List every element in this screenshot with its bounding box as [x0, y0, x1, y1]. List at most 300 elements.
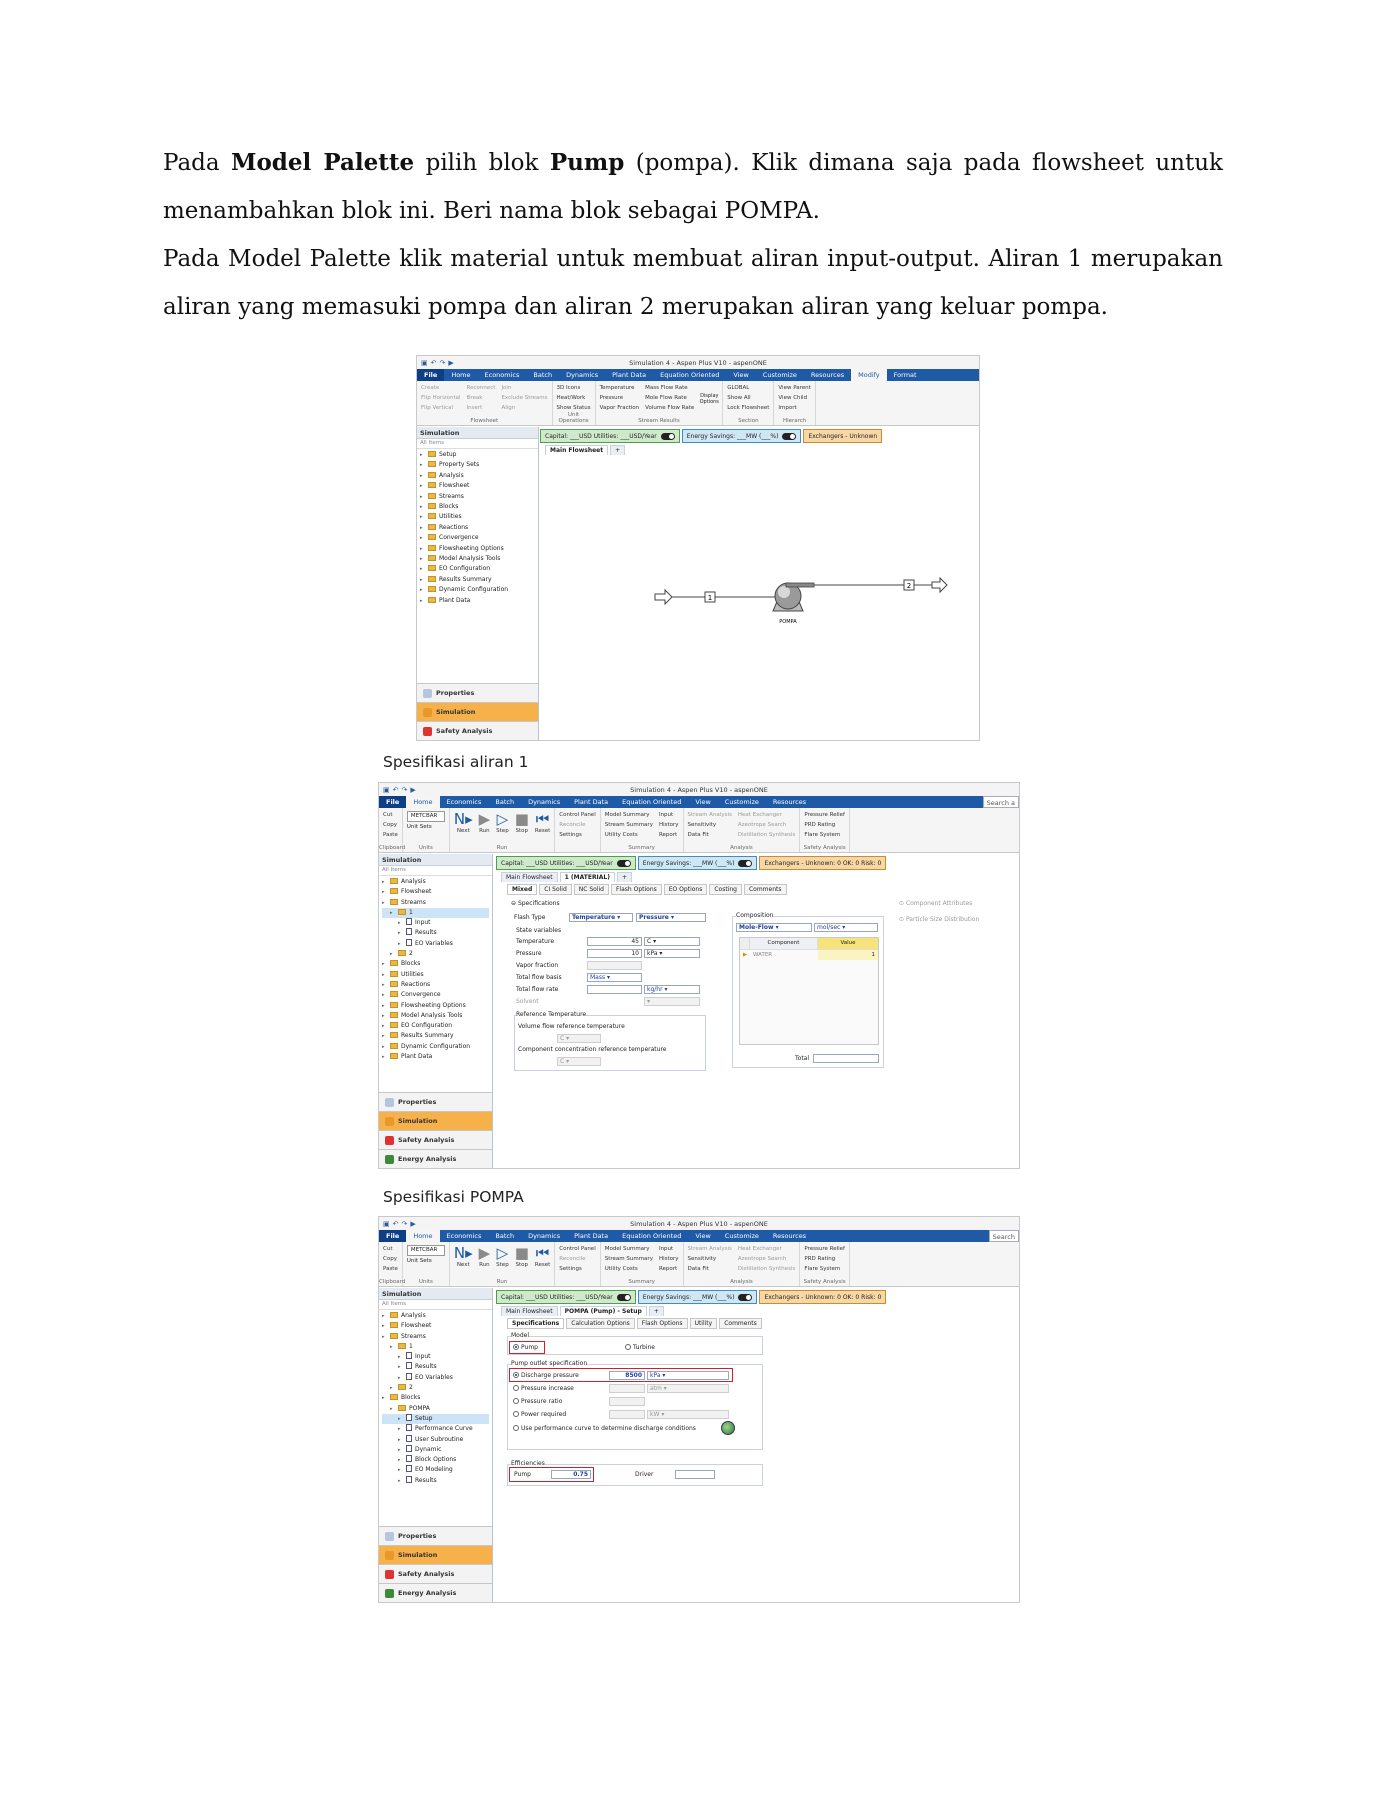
stop-button[interactable]	[515, 1244, 529, 1268]
driver-input[interactable]	[675, 1470, 715, 1479]
expand-icon[interactable]: ▸	[390, 1385, 393, 1392]
expand-icon[interactable]: ▸	[382, 1054, 385, 1061]
expand-icon[interactable]: ▸	[420, 462, 423, 469]
expand-icon[interactable]: ▸	[420, 556, 423, 563]
component-conc-ref-unit[interactable]: C ▾	[557, 1057, 601, 1066]
pressure-ratio-radio[interactable]: Pressure ratio	[513, 1398, 562, 1405]
expand-icon[interactable]: ▸	[420, 524, 423, 531]
power-required-input[interactable]	[609, 1410, 645, 1419]
tab-flash-options[interactable]: Flash Options	[637, 1318, 688, 1329]
tree-item-eo-variables[interactable]	[382, 939, 489, 949]
tree-item-input[interactable]	[382, 918, 489, 928]
add-tab-button[interactable]: +	[617, 872, 632, 882]
expand-icon[interactable]: ▸	[382, 1023, 385, 1030]
ribbon-item-flip-horizontal[interactable]: Flip Horizontal	[421, 395, 461, 401]
tab-calculation-options[interactable]: Calculation Options	[566, 1318, 635, 1329]
discharge-pressure-radio[interactable]: Discharge pressure	[513, 1372, 579, 1379]
utility-costs-button[interactable]: Utility Costs	[604, 832, 638, 838]
component-attributes-link[interactable]: ⊙ Component Attributes	[899, 900, 973, 907]
total-flow-rate-unit-select[interactable]: kg/hr ▾	[644, 985, 700, 994]
expand-icon[interactable]: ▸	[398, 1467, 401, 1474]
ribbon-item-volume-flow-rate[interactable]: Volume Flow Rate	[645, 405, 695, 411]
tab-modify[interactable]: Modify	[851, 369, 887, 381]
expand-icon[interactable]: ▸	[382, 879, 385, 885]
report-button[interactable]: Report	[658, 832, 678, 838]
expand-icon[interactable]: ▸	[382, 1033, 385, 1040]
copy-button[interactable]: Copy	[383, 1256, 397, 1262]
pressure-increase-unit[interactable]: atm ▾	[647, 1384, 729, 1393]
add-tab-button[interactable]: +	[649, 1306, 664, 1316]
tree-item-model-analysis-tools[interactable]	[382, 1011, 489, 1021]
total-flow-rate-input[interactable]	[587, 985, 642, 994]
run-icon[interactable]: ▶	[410, 785, 416, 794]
nav-search-input[interactable]: All Items	[379, 1300, 492, 1310]
tree-item-flowsheet[interactable]	[382, 887, 489, 897]
run-button[interactable]	[479, 810, 491, 834]
tab-nc-solid[interactable]: NC Solid	[574, 884, 609, 895]
save-icon[interactable]: ▣	[383, 785, 390, 794]
data-fit-button[interactable]: Data Fit	[687, 832, 709, 838]
prd-rating-button[interactable]: PRD Rating	[804, 822, 836, 828]
pane-safety-analysis[interactable]	[379, 1130, 492, 1149]
tree-item-blocks[interactable]	[382, 1393, 489, 1403]
expand-icon[interactable]: ▸	[398, 1446, 401, 1453]
expand-icon[interactable]: ▸	[382, 992, 385, 999]
units-select[interactable]: METCBAR	[407, 811, 445, 822]
tab-plant-data[interactable]: Plant Data	[612, 371, 647, 379]
tree-item-flowsheet[interactable]	[420, 481, 535, 491]
utility-costs-button[interactable]: Utility Costs	[604, 1266, 638, 1272]
globe-icon[interactable]	[721, 1421, 735, 1435]
pump-block-icon[interactable]	[773, 583, 814, 611]
pane-simulation[interactable]	[417, 702, 538, 721]
expand-icon[interactable]: ▸	[420, 597, 423, 604]
nav-search-input[interactable]: All Items	[379, 866, 492, 876]
pump-efficiency-input[interactable]: 0.75	[551, 1470, 591, 1479]
tab-economics[interactable]: Economics	[446, 1232, 482, 1240]
tree-item-plant-data[interactable]	[420, 596, 535, 606]
volume-flow-ref-unit[interactable]: C ▾	[557, 1034, 601, 1043]
pressure-ratio-input[interactable]	[609, 1397, 645, 1406]
stream-analysis-button[interactable]: Stream Analysis	[687, 812, 732, 818]
performance-curve-radio[interactable]: Use performance curve to determine discharge conditions	[513, 1425, 696, 1432]
pane-simulation[interactable]	[379, 1545, 492, 1564]
tab-customize[interactable]: Customize	[762, 371, 797, 379]
tab-main-flowsheet[interactable]: Main Flowsheet	[501, 1306, 558, 1316]
ribbon-item-exclude-streams[interactable]: Exclude Streams	[501, 395, 548, 401]
expand-icon[interactable]: ▸	[398, 1364, 401, 1371]
expand-icon[interactable]: ▸	[382, 1395, 385, 1402]
expand-icon[interactable]: ▸	[420, 452, 423, 458]
pressure-input[interactable]: 10	[587, 949, 642, 958]
step-button[interactable]	[496, 810, 509, 834]
expand-icon[interactable]: ▸	[420, 576, 423, 583]
cut-button[interactable]: Cut	[383, 812, 393, 818]
ribbon-item-insert[interactable]: Insert	[466, 405, 483, 411]
power-required-radio[interactable]: Power required	[513, 1411, 566, 1418]
control-panel-button[interactable]: Control Panel	[559, 812, 596, 818]
nav-search-input[interactable]: All Items	[417, 439, 538, 449]
tree-item-analysis[interactable]	[382, 877, 489, 887]
tree-item-streams[interactable]	[382, 898, 489, 908]
model-summary-button[interactable]: Model Summary	[604, 812, 650, 818]
vapor-fraction-input[interactable]	[587, 961, 642, 970]
next-button[interactable]	[454, 810, 473, 834]
flash-type-a-select[interactable]: Temperature ▾	[569, 913, 633, 922]
pane-properties[interactable]	[379, 1526, 492, 1545]
expand-icon[interactable]: ▸	[382, 1313, 385, 1319]
tab-equation-oriented[interactable]: Equation Oriented	[622, 1232, 682, 1240]
pressure-relief-button[interactable]: Pressure Relief	[804, 1246, 845, 1252]
tab-batch[interactable]: Batch	[533, 371, 553, 379]
particle-size-link[interactable]: ⊙ Particle Size Distribution	[899, 916, 980, 923]
tree-item-2[interactable]	[382, 949, 489, 959]
reset-button[interactable]	[535, 1244, 550, 1268]
pressure-increase-radio[interactable]: Pressure increase	[513, 1385, 574, 1392]
tab-view[interactable]: View	[695, 798, 711, 806]
ribbon-item-show-all[interactable]: Show All	[727, 395, 751, 401]
stream-analysis-button[interactable]: Stream Analysis	[687, 1246, 732, 1252]
undo-icon[interactable]: ↶	[392, 1219, 399, 1228]
tree-item-input[interactable]	[382, 1352, 489, 1362]
ribbon-item-align[interactable]: Align	[501, 405, 516, 411]
pressure-unit-select[interactable]: kPa ▾	[644, 949, 700, 958]
sensitivity-button[interactable]: Sensitivity	[687, 822, 717, 828]
unit-sets-button[interactable]: Unit Sets	[406, 824, 432, 830]
tab-dynamics[interactable]: Dynamics	[566, 371, 599, 379]
expand-icon[interactable]: ▸	[398, 1457, 401, 1464]
ribbon-item-lock-flowsheet[interactable]: Lock Flowsheet	[727, 405, 770, 411]
toggle-icon[interactable]	[661, 433, 675, 440]
value-cell[interactable]: 1	[818, 950, 878, 960]
tree-item-dynamic[interactable]	[382, 1445, 489, 1455]
pressure-increase-input[interactable]	[609, 1384, 645, 1393]
flare-system-button[interactable]: Flare System	[804, 832, 841, 838]
input-button[interactable]: Input	[658, 1246, 674, 1252]
ribbon-item-temperature[interactable]: Temperature	[599, 385, 635, 391]
expand-icon[interactable]: ▸	[420, 493, 423, 500]
discharge-unit-select[interactable]: kPa ▾	[647, 1371, 729, 1380]
run-icon[interactable]: ▶	[448, 358, 454, 367]
expand-icon[interactable]: ▸	[420, 514, 423, 521]
tab-home[interactable]: Home	[406, 1230, 439, 1242]
tree-item-analysis[interactable]	[420, 471, 535, 481]
tab-1-material[interactable]: 1 (MATERIAL)	[560, 872, 615, 882]
expand-icon[interactable]: ▸	[398, 1436, 401, 1443]
save-icon[interactable]: ▣	[421, 358, 428, 367]
expand-icon[interactable]: ▸	[420, 472, 423, 479]
tree-item-results[interactable]	[382, 1362, 489, 1372]
tab-customize[interactable]: Customize	[724, 798, 759, 806]
tab-dynamics[interactable]: Dynamics	[528, 798, 561, 806]
pane-energy-analysis[interactable]	[379, 1149, 492, 1168]
tree-item-pompa[interactable]	[382, 1404, 489, 1414]
control-panel-button[interactable]: Control Panel	[559, 1246, 596, 1252]
ribbon-item-view-child[interactable]: View Child	[778, 395, 808, 401]
expand-icon[interactable]: ▸	[420, 587, 423, 594]
expand-icon[interactable]: ▸	[398, 930, 401, 937]
energy-status[interactable]: Energy Savings: ___MW (___%)	[682, 429, 802, 443]
energy-status[interactable]: Energy Savings: ___MW (___%)	[638, 1290, 758, 1304]
tab-resources[interactable]: Resources	[772, 1232, 807, 1240]
reset-button[interactable]	[535, 810, 550, 834]
tree-item-utilities[interactable]	[382, 970, 489, 980]
expand-icon[interactable]: ▸	[390, 1343, 393, 1350]
expand-icon[interactable]: ▸	[382, 961, 385, 968]
ribbon-item-join[interactable]: Join	[501, 385, 512, 391]
tree-item-block-options[interactable]	[382, 1455, 489, 1465]
prd-rating-button[interactable]: PRD Rating	[804, 1256, 836, 1262]
ribbon-item-import[interactable]: Import	[778, 405, 797, 411]
units-select[interactable]: METCBAR	[407, 1245, 445, 1256]
tab-main-flowsheet[interactable]: Main Flowsheet	[501, 872, 558, 882]
run-button[interactable]	[479, 1244, 491, 1268]
tab-economics[interactable]: Economics	[484, 371, 520, 379]
expand-icon[interactable]: ▸	[382, 1002, 385, 1009]
paste-button[interactable]: Paste	[383, 1266, 398, 1272]
tree-item-reactions[interactable]	[382, 980, 489, 990]
undo-icon[interactable]: ↶	[430, 358, 437, 367]
flash-type-b-select[interactable]: Pressure ▾	[636, 913, 706, 922]
tab-ci-solid[interactable]: CI Solid	[539, 884, 572, 895]
redo-icon[interactable]: ↷	[439, 358, 446, 367]
data-fit-button[interactable]: Data Fit	[687, 1266, 709, 1272]
energy-status[interactable]: Energy Savings: ___MW (___%)	[638, 856, 758, 870]
report-button[interactable]: Report	[658, 1266, 678, 1272]
tab-dynamics[interactable]: Dynamics	[528, 1232, 561, 1240]
temperature-unit-select[interactable]: C ▾	[644, 937, 700, 946]
ribbon-item-reconnect[interactable]: Reconnect	[466, 385, 496, 391]
azeotrope-search-button[interactable]: Azeotrope Search	[737, 822, 787, 828]
settings-button[interactable]: Settings	[559, 1266, 582, 1272]
expand-icon[interactable]: ▸	[382, 1043, 385, 1050]
toggle-icon[interactable]	[617, 860, 631, 867]
search-input[interactable]: Search a	[983, 796, 1019, 808]
tree-item-results[interactable]	[382, 1476, 489, 1486]
tab-equation-oriented[interactable]: Equation Oriented	[660, 371, 720, 379]
expand-icon[interactable]: ▸	[420, 566, 423, 573]
next-button[interactable]	[454, 1244, 473, 1268]
ribbon-item-heat-work[interactable]: Heat/Work	[556, 395, 586, 401]
distillation-synthesis-button[interactable]: Distillation Synthesis	[737, 1266, 796, 1272]
tree-item-eo-variables[interactable]	[382, 1373, 489, 1383]
expand-icon[interactable]: ▸	[398, 1374, 401, 1381]
capital-status[interactable]: Capital: ___USD Utilities: ___USD/Year	[540, 429, 680, 443]
heat-exchanger-button[interactable]: Heat Exchanger	[737, 812, 782, 818]
settings-button[interactable]: Settings	[559, 832, 582, 838]
input-button[interactable]: Input	[658, 812, 674, 818]
sensitivity-button[interactable]: Sensitivity	[687, 1256, 717, 1262]
total-input[interactable]	[813, 1054, 879, 1063]
tree-item-dynamic-configuration[interactable]	[420, 585, 535, 595]
pressure-relief-button[interactable]: Pressure Relief	[804, 812, 845, 818]
expand-icon[interactable]: ▸	[398, 1415, 401, 1422]
tab-file[interactable]: File	[417, 369, 444, 381]
expand-icon[interactable]: ▸	[390, 909, 393, 916]
capital-status[interactable]: Capital: ___USD Utilities: ___USD/Year	[496, 1290, 636, 1304]
ribbon-item-show-status[interactable]: Show Status	[556, 405, 591, 411]
reconcile-button[interactable]: Reconcile	[559, 1256, 586, 1262]
ribbon-item-global[interactable]: GLOBAL	[727, 385, 750, 391]
tab-pompa-pump-setup[interactable]: POMPA (Pump) - Setup	[560, 1306, 647, 1316]
tab-comments[interactable]: Comments	[744, 884, 787, 895]
ribbon-item-create[interactable]: Create	[421, 385, 440, 391]
tab-utility[interactable]: Utility	[690, 1318, 718, 1329]
expand-icon[interactable]: ▸	[382, 981, 385, 988]
discharge-pressure-input[interactable]: 8500	[609, 1371, 645, 1380]
tree-item-results[interactable]	[382, 928, 489, 938]
heat-exchanger-button[interactable]: Heat Exchanger	[737, 1246, 782, 1252]
tree-item-performance-curve[interactable]	[382, 1424, 489, 1434]
save-icon[interactable]: ▣	[383, 1219, 390, 1228]
toggle-icon[interactable]	[617, 1294, 631, 1301]
tree-item-utilities[interactable]	[420, 512, 535, 522]
search-input[interactable]: Search	[989, 1230, 1019, 1242]
tree-item-convergence[interactable]	[420, 533, 535, 543]
toggle-icon[interactable]	[782, 433, 796, 440]
total-flow-basis-select[interactable]: Mass ▾	[587, 973, 642, 982]
tab-flash-options[interactable]: Flash Options	[611, 884, 662, 895]
tree-item-convergence[interactable]	[382, 990, 489, 1000]
tree-item-1[interactable]	[382, 1342, 489, 1352]
tree-item-results-summary[interactable]	[382, 1031, 489, 1041]
tab-file[interactable]: File	[379, 796, 406, 808]
pane-simulation[interactable]	[379, 1111, 492, 1130]
stream-summary-button[interactable]: Stream Summary	[604, 822, 653, 828]
add-tab-button[interactable]: +	[610, 445, 625, 455]
tree-item-plant-data[interactable]	[382, 1052, 489, 1062]
stop-button[interactable]	[515, 810, 529, 834]
history-button[interactable]: History	[658, 1256, 679, 1262]
pane-safety-analysis[interactable]	[379, 1564, 492, 1583]
ribbon-item-flip-vertical[interactable]: Flip Vertical	[421, 405, 454, 411]
expand-icon[interactable]: ▸	[420, 535, 423, 542]
table-row[interactable]: ▶ WATER 1	[740, 949, 878, 960]
tab-economics[interactable]: Economics	[446, 798, 482, 806]
tree-item-2[interactable]	[382, 1383, 489, 1393]
expand-icon[interactable]: ▸	[382, 1323, 385, 1330]
distillation-synthesis-button[interactable]: Distillation Synthesis	[737, 832, 796, 838]
tab-home[interactable]: Home	[451, 371, 471, 379]
tab-plant-data[interactable]: Plant Data	[574, 1232, 609, 1240]
tab-comments[interactable]: Comments	[719, 1318, 762, 1329]
tree-item-flowsheeting-options[interactable]	[420, 544, 535, 554]
azeotrope-search-button[interactable]: Azeotrope Search	[737, 1256, 787, 1262]
model-summary-button[interactable]: Model Summary	[604, 1246, 650, 1252]
copy-button[interactable]: Copy	[383, 822, 397, 828]
tree-item-setup[interactable]	[382, 1414, 489, 1424]
tab-costing[interactable]: Costing	[709, 884, 742, 895]
power-unit[interactable]: kW ▾	[647, 1410, 729, 1419]
display-options-button[interactable]: Display Options	[699, 393, 719, 405]
expand-icon[interactable]: ▸	[398, 1477, 401, 1484]
ribbon-item-pressure[interactable]: Pressure	[599, 395, 624, 401]
tree-item-reactions[interactable]	[420, 523, 535, 533]
tree-item-user-subroutine[interactable]	[382, 1435, 489, 1445]
tab-home[interactable]: Home	[406, 796, 439, 808]
unit-sets-button[interactable]: Unit Sets	[406, 1258, 432, 1264]
turbine-radio[interactable]: Turbine	[625, 1344, 655, 1351]
tree-item-streams[interactable]	[382, 1332, 489, 1342]
paste-button[interactable]: Paste	[383, 832, 398, 838]
expand-icon[interactable]: ▸	[390, 951, 393, 958]
tree-item-model-analysis-tools[interactable]	[420, 554, 535, 564]
toggle-icon[interactable]	[738, 1294, 752, 1301]
run-icon[interactable]: ▶	[410, 1219, 416, 1228]
tree-item-analysis[interactable]	[382, 1311, 489, 1321]
tab-format[interactable]: Format	[893, 371, 917, 379]
tree-item-eo-modeling[interactable]	[382, 1465, 489, 1475]
tab-customize[interactable]: Customize	[724, 1232, 759, 1240]
expand-icon[interactable]: ▸	[382, 889, 385, 896]
expand-icon[interactable]: ▸	[398, 1354, 401, 1361]
tab-resources[interactable]: Resources	[810, 371, 845, 379]
expand-icon[interactable]: ▸	[382, 899, 385, 906]
pane-properties[interactable]	[417, 683, 538, 702]
tree-item-blocks[interactable]	[382, 959, 489, 969]
tree-item-eo-configuration[interactable]	[420, 564, 535, 574]
tab-resources[interactable]: Resources	[772, 798, 807, 806]
tab-file[interactable]: File	[379, 1230, 406, 1242]
tab-equation-oriented[interactable]: Equation Oriented	[622, 798, 682, 806]
ribbon-item-vapor-fraction[interactable]: Vapor Fraction	[599, 405, 640, 411]
tab-eo-options[interactable]: EO Options	[664, 884, 708, 895]
stream-summary-button[interactable]: Stream Summary	[604, 1256, 653, 1262]
expand-icon[interactable]: ▸	[398, 1426, 401, 1433]
redo-icon[interactable]: ↷	[401, 785, 408, 794]
tab-specifications[interactable]: Specifications	[507, 1318, 564, 1329]
tree-item-dynamic-configuration[interactable]	[382, 1042, 489, 1052]
tree-item-1[interactable]	[382, 908, 489, 918]
pane-safety-analysis[interactable]	[417, 721, 538, 740]
expand-icon[interactable]: ▸	[420, 483, 423, 490]
reconcile-button[interactable]: Reconcile	[559, 822, 586, 828]
ribbon-item-mass-flow-rate[interactable]: Mass Flow Rate	[645, 385, 688, 391]
tab-view[interactable]: View	[695, 1232, 711, 1240]
tree-item-blocks[interactable]	[420, 502, 535, 512]
pane-properties[interactable]	[379, 1092, 492, 1111]
solvent-select[interactable]: ▾	[644, 997, 700, 1006]
tab-plant-data[interactable]: Plant Data	[574, 798, 609, 806]
tree-item-flowsheet[interactable]	[382, 1321, 489, 1331]
tree-item-eo-configuration[interactable]	[382, 1021, 489, 1031]
tab-view[interactable]: View	[733, 371, 749, 379]
capital-status[interactable]: Capital: ___USD Utilities: ___USD/Year	[496, 856, 636, 870]
exchangers-status[interactable]: Exchangers - Unknown: 0 OK: 0 Risk: 0	[759, 1290, 886, 1304]
tree-item-streams[interactable]	[420, 492, 535, 502]
tree-item-flowsheeting-options[interactable]	[382, 1001, 489, 1011]
pump-radio[interactable]: Pump	[513, 1344, 538, 1351]
expand-icon[interactable]: ▸	[398, 920, 401, 927]
expand-icon[interactable]: ▸	[420, 504, 423, 511]
composition-unit-select[interactable]: mol/sec ▾	[814, 923, 878, 932]
pane-energy-analysis[interactable]	[379, 1583, 492, 1602]
exchangers-status[interactable]: Exchangers - Unknown: 0 OK: 0 Risk: 0	[759, 856, 886, 870]
tab-batch[interactable]: Batch	[495, 1232, 515, 1240]
tree-item-results-summary[interactable]	[420, 575, 535, 585]
expand-icon[interactable]: ▸	[420, 545, 423, 552]
expand-icon[interactable]: ▸	[382, 1333, 385, 1340]
expand-icon[interactable]: ▸	[382, 971, 385, 978]
flare-system-button[interactable]: Flare System	[804, 1266, 841, 1272]
tab-batch[interactable]: Batch	[495, 798, 515, 806]
cut-button[interactable]: Cut	[383, 1246, 393, 1252]
exchangers-status[interactable]: Exchangers - Unknown	[803, 429, 882, 443]
ribbon-item-break[interactable]: Break	[466, 395, 483, 401]
ribbon-item-3d-icons[interactable]: 3D Icons	[556, 385, 581, 391]
tree-item-property-sets[interactable]	[420, 460, 535, 470]
history-button[interactable]: History	[658, 822, 679, 828]
